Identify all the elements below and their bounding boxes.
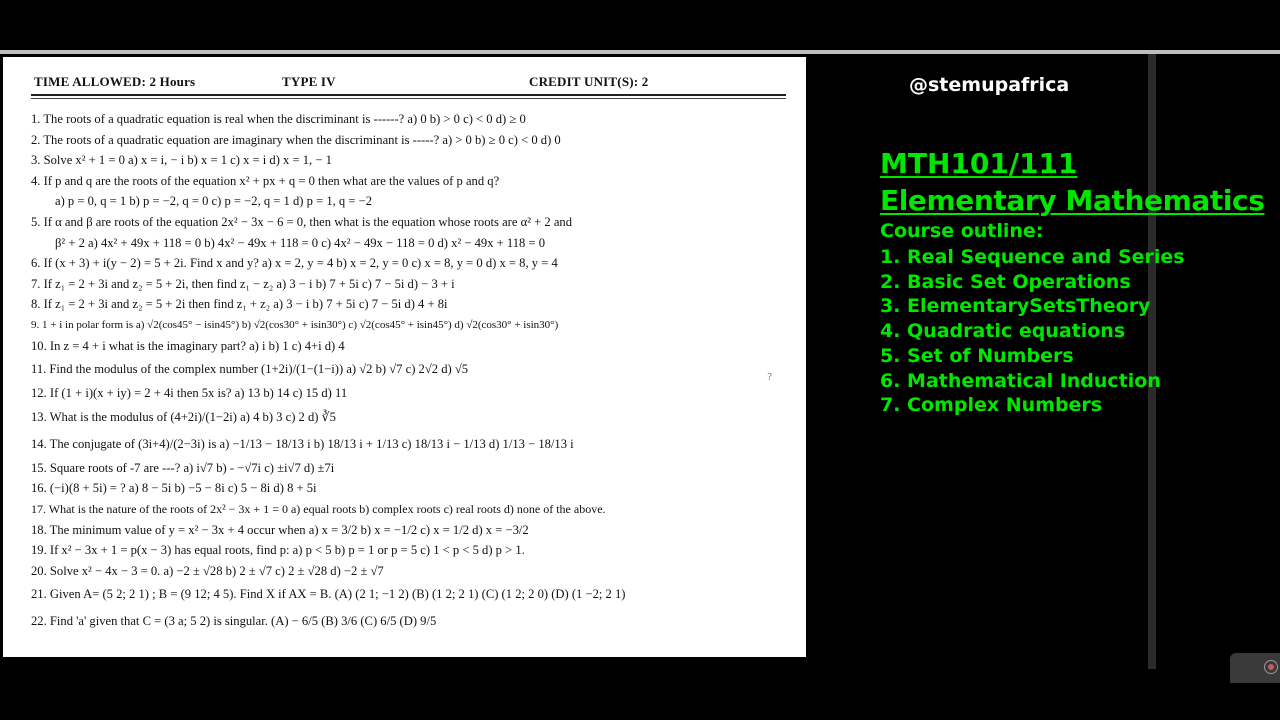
top-black-bar xyxy=(0,0,1280,50)
question-4-options: a) p = 0, q = 1 b) p = −2, q = 0 c) p = −2, q = 1 d) p = 1, q = −2 xyxy=(55,194,373,209)
question-18: 18. The minimum value of y = x² − 3x + 4 occur when a) x = 3/2 b) x = −1/2 c) x = 1/2 d) x = −3/2 xyxy=(31,522,529,537)
question-17: 17. What is the nature of the roots of 2x² − 3x + 1 = 0 a) equal roots b) complex roots c) real roots d) none of the above. xyxy=(31,501,606,516)
question-6: 6. If (x + 3) + i(y − 2) = 5 + 2i. Find x and y? a) x = 2, y = 4 b) x = 2, y = 0 c) x = 8, y = 0 d) x = 8, y = 4 xyxy=(31,256,558,271)
question-2: 2. The roots of a quadratic equation are imaginary when the discriminant is -----? a) > 0 b) ≥ 0 c) < 0 d) 0 xyxy=(31,132,561,147)
outline-item: 1. Real Sequence and Series xyxy=(880,246,1185,268)
top-grey-rule xyxy=(0,50,1280,54)
course-code: MTH101/111 xyxy=(880,147,1078,180)
outline-item: 7. Complex Numbers xyxy=(880,394,1103,417)
course-title: Elementary Mathematics xyxy=(880,184,1265,217)
question-20: 20. Solve x² − 4x − 3 = 0. a) −2 ± √28 b) 2 ± √7 c) 2 ± √28 d) −2 ± √7 xyxy=(31,563,384,578)
outline-item: 6. Mathematical Induction xyxy=(880,369,1161,392)
header-rule xyxy=(31,94,786,96)
question-11: 11. Find the modulus of the complex number (1+2i)/(1−(1−i)) a) √2 b) √7 c) 2√2 d) √5 xyxy=(31,362,469,377)
outline-item: 5. Set of Numbers xyxy=(880,344,1074,367)
course-outline-list xyxy=(880,245,1185,418)
paper-type: TYPE IV xyxy=(282,74,336,89)
outline-item: 3. ElementarySetsTheory xyxy=(880,295,1151,318)
scroll-indicator-icon: ? xyxy=(767,372,773,383)
question-16: 16. (−i)(8 + 5i) = ? a) 8 − 5i b) −5 − 8i c) 5 − 8i d) 8 + 5i xyxy=(31,481,317,496)
question-5-options: β² + 2 a) 4x² + 49x + 118 = 0 b) 4x² − 49x + 118 = 0 c) 4x² − 49x − 118 = 0 d) x² − 49x + 118 = 0 xyxy=(55,235,546,250)
question-13: 13. What is the modulus of (4+2i)/(1−2i) a) 4 b) 3 c) 2 d) ∛5 xyxy=(31,409,336,424)
record-dot-icon xyxy=(1268,664,1274,670)
outline-item: 2. Basic Set Operations xyxy=(880,270,1131,293)
header-rule-thin xyxy=(31,98,786,99)
question-list xyxy=(31,109,791,635)
question-21: 21. Given A= (5 2; 2 1) ; B = (9 12; 4 5). Find X if AX = B. (A) (2 1; −1 2) (B) (1 2; 2 1) (C) (1 2; 2 0) (D) (1 −2; 2 1) xyxy=(31,587,626,602)
question-5: 5. If α and β are roots of the equation 2x² − 3x − 6 = 0, then what is the equation whose roots are α² + 2 and xyxy=(31,214,573,229)
question-8: 8. If z₁ = 2 + 3i and z₂ = 5 + 2i then find z₁ + z₂ a) 3 − i b) 7 + 5i c) 7 − 5i d) 4 + 8i xyxy=(31,297,448,312)
credit-units: CREDIT UNIT(S): 2 xyxy=(529,74,649,89)
question-15: 15. Square roots of -7 are ---? a) i√7 b) - −√7i c) ±i√7 d) ±7i xyxy=(31,460,335,475)
question-12: 12. If (1 + i)(x + iy) = 2 + 4i then 5x is? a) 13 b) 14 c) 15 d) 11 xyxy=(31,386,348,401)
question-10: 10. In z = 4 + i what is the imaginary part? a) i b) 1 c) 4+i d) 4 xyxy=(31,338,345,353)
question-3: 3. Solve x² + 1 = 0 a) x = i, − i b) x = 1 c) x = i d) x = 1, − 1 xyxy=(31,153,332,168)
question-14: 14. The conjugate of (3i+4)/(2−3i) is a) −1/13 − 18/13 i b) 18/13 i + 1/13 c) 18/13 i − 1/13 d) 1/13 − 18/13 i xyxy=(31,436,574,451)
exam-sheet xyxy=(3,57,806,657)
time-allowed: TIME ALLOWED: 2 Hours xyxy=(34,74,196,89)
question-19: 19. If x² − 3x + 1 = p(x − 3) has equal roots, find p: a) p < 5 b) p = 1 or p = 5 c) 1 < p < 5 d) p > 1. xyxy=(31,543,525,558)
question-1: 1. The roots of a quadratic equation is real when the discriminant is ------? a) 0 b) > 0 c) < 0 d) ≥ 0 xyxy=(31,112,526,126)
question-7: 7. If z₁ = 2 + 3i and z₂ = 5 + 2i, then find z₁ − z₂ a) 3 − i b) 7 + 5i c) 7 − 5i d) − 3 + i xyxy=(31,276,455,291)
channel-handle: @stemupafrica xyxy=(909,74,1070,96)
outline-item: 4. Quadratic equations xyxy=(880,320,1126,343)
outline-heading: Course outline: xyxy=(880,220,1044,242)
question-22: 22. Find 'a' given that C = (3 a; 5 2) is singular. (A) − 6/5 (B) 3/6 (C) 6/5 (D) 9/5 xyxy=(31,614,437,629)
question-4: 4. If p and q are the roots of the equation x² + px + q = 0 then what are the values of p and q? xyxy=(31,173,500,188)
question-9: 9. 1 + i in polar form is a) √2(cos45° − isin45°) b) √2(cos30° + isin30°) c) √2(cos45° + isin45°) d) √2(cos30° + isin30°) xyxy=(31,318,559,331)
